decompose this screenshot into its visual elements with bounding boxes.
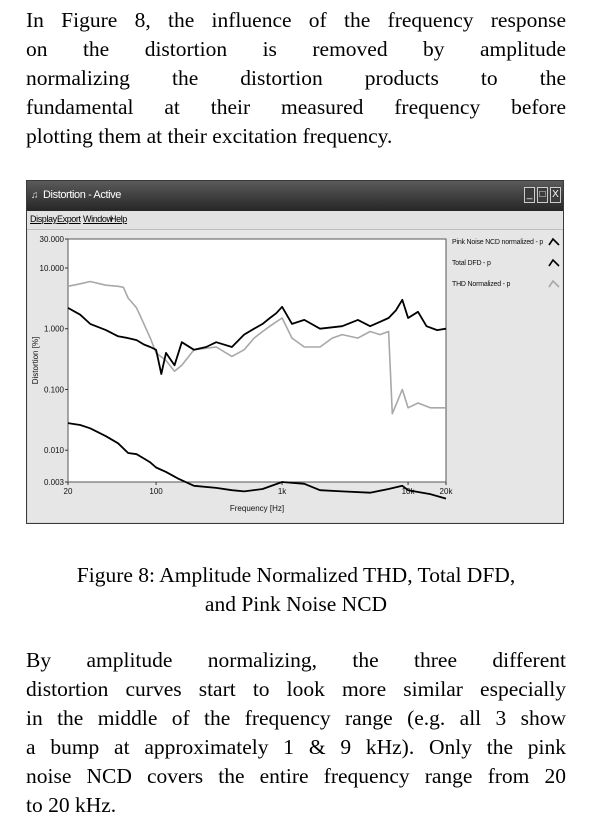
window-title: Distortion - Active: [43, 189, 121, 201]
x-tick-label: 20k: [439, 487, 453, 496]
legend-label: THD Normalized - p: [452, 281, 511, 288]
menu-export[interactable]: Export: [57, 214, 81, 224]
x-axis-label: Frequency [Hz]: [229, 504, 285, 513]
text-line: a bump at approximately 1 & 9 kHz). Only the pink: [26, 735, 566, 759]
title-bar[interactable]: [27, 181, 563, 211]
menu-help[interactable]: Help: [110, 214, 127, 224]
figure-caption: [26, 561, 566, 619]
intro-paragraph: [26, 6, 566, 151]
y-tick-label: 0.100: [43, 385, 64, 395]
text-line: on the distortion is removed by amplitude: [26, 37, 566, 61]
y-axis-label: Distortion [%]: [31, 336, 40, 385]
text-line: By amplitude normalizing, the three different: [26, 648, 566, 672]
legend-swatch: [549, 239, 559, 245]
text-line: noise NCD covers the entire frequency range from 20: [26, 764, 566, 788]
text-line: distortion curves start to look more similar especially: [26, 677, 566, 701]
close-button[interactable]: X: [550, 187, 561, 203]
discussion-paragraph: [26, 646, 566, 820]
legend-label: Total DFD - p: [452, 260, 491, 267]
x-tick-label: 1k: [277, 487, 287, 496]
text-line: in the middle of the frequency range (e.g. all 3 show: [26, 706, 566, 730]
x-tick-label: 10k: [401, 487, 415, 496]
caption-line: and Pink Noise NCD: [204, 592, 388, 616]
plot-area: [28, 230, 562, 522]
legend-swatch: [549, 281, 559, 287]
menu-display[interactable]: Display: [30, 214, 57, 224]
text-line: normalizing the distortion products to the: [26, 66, 566, 90]
minimize-button[interactable]: _: [524, 187, 535, 203]
distortion-chart: [28, 230, 562, 522]
y-tick-label: 30.000: [39, 235, 64, 244]
text-line: fundamental at their measured frequency before: [26, 95, 566, 119]
y-tick-label: 1.000: [43, 324, 64, 334]
menu-bar: [27, 211, 563, 230]
y-tick-label: 0.003: [43, 478, 64, 487]
distortion-window: [26, 180, 564, 524]
text-line: to 20 kHz.: [26, 793, 117, 817]
caption-line: Figure 8: Amplitude Normalized THD, Total DFD,: [76, 563, 516, 587]
x-tick-label: 100: [149, 487, 163, 496]
text-line: plotting them at their excitation frequency.: [26, 124, 393, 148]
y-tick-label: 0.010: [43, 446, 64, 456]
maximize-button[interactable]: □: [537, 187, 548, 203]
legend-label: Pink Noise NCD normalized - p: [452, 239, 544, 246]
app-icon: ♫: [31, 190, 39, 201]
legend-swatch: [549, 260, 559, 266]
text-line: In Figure 8, the influence of the frequency response: [26, 8, 566, 32]
x-tick-label: 20: [63, 487, 73, 496]
y-tick-label: 10.000: [39, 263, 64, 273]
menu-window[interactable]: Window: [83, 214, 113, 224]
